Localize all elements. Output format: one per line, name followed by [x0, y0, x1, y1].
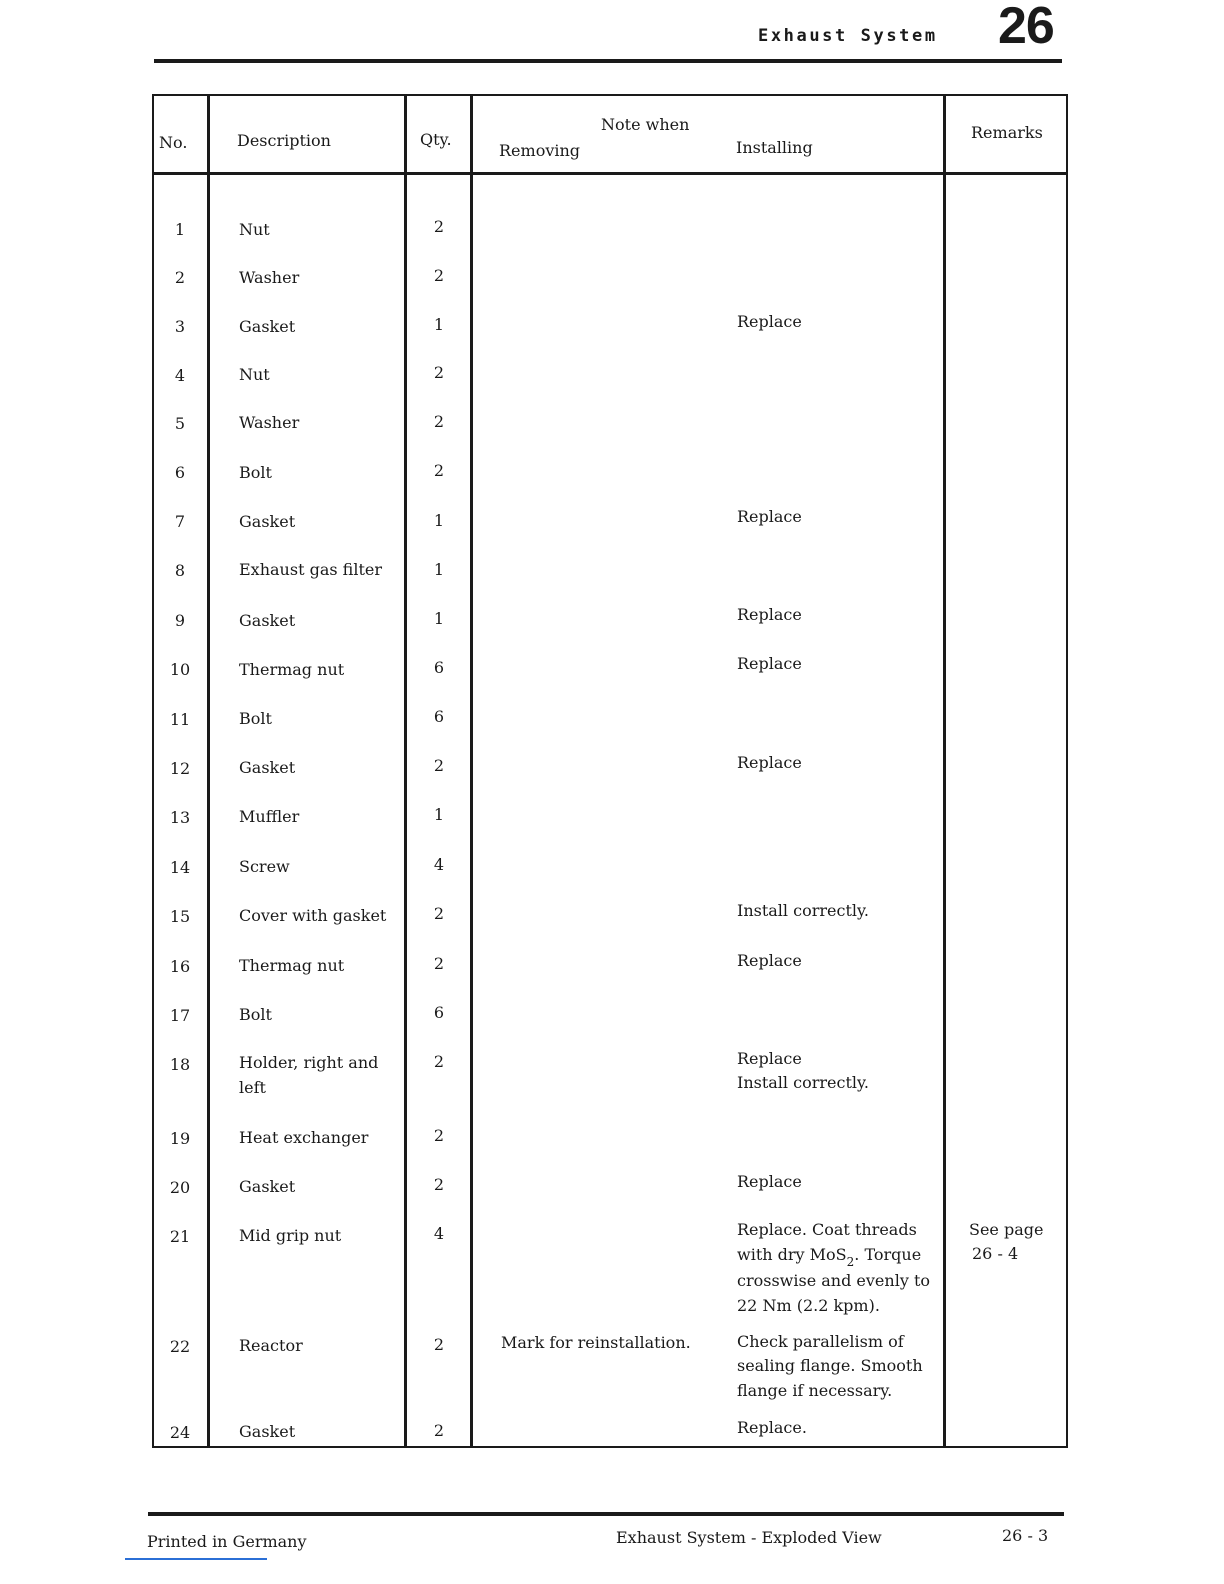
- row-9-qty: 1: [433, 609, 445, 628]
- row-16-no: 16: [169, 957, 191, 976]
- row-15-description: Cover with gasket: [239, 906, 387, 925]
- page-header-title: Exhaust System: [758, 26, 938, 46]
- row-12-installing: Replace: [737, 753, 802, 772]
- row-11-no: 11: [169, 710, 191, 729]
- column-header-removing: Removing: [499, 141, 581, 160]
- row-21-no: 21: [169, 1227, 191, 1246]
- row-6-qty: 2: [433, 461, 445, 480]
- row-22-qty: 2: [433, 1335, 445, 1354]
- row-8-description: Exhaust gas filter: [239, 560, 382, 579]
- row-16-installing: Replace: [737, 951, 802, 970]
- row-21-installing-text: with dry MoS: [737, 1245, 847, 1264]
- row-1-qty: 2: [433, 217, 445, 236]
- row-4-qty: 2: [433, 363, 445, 382]
- column-divider: [943, 94, 946, 1448]
- column-header-remarks: Remarks: [971, 123, 1043, 142]
- row-18-no: 18: [169, 1055, 191, 1074]
- row-22-removing: Mark for reinstallation.: [501, 1333, 691, 1352]
- row-7-no: 7: [174, 512, 186, 531]
- row-13-no: 13: [169, 808, 191, 827]
- row-15-installing: Install correctly.: [737, 901, 869, 920]
- row-24-description: Gasket: [239, 1422, 296, 1441]
- row-13-qty: 1: [433, 805, 445, 824]
- row-3-qty: 1: [433, 315, 445, 334]
- row-18-installing-line2: Install correctly.: [737, 1073, 869, 1092]
- row-4-no: 4: [174, 366, 186, 385]
- row-10-description: Thermag nut: [239, 660, 345, 679]
- row-9-no: 9: [174, 611, 186, 630]
- row-8-no: 8: [174, 561, 186, 580]
- row-4-description: Nut: [239, 365, 270, 384]
- row-21-installing-line1: Replace. Coat threads: [737, 1220, 917, 1239]
- row-21-subscript: 2: [846, 1255, 855, 1269]
- column-header-installing: Installing: [736, 138, 813, 157]
- row-22-description: Reactor: [239, 1336, 303, 1355]
- footer-rule: [148, 1512, 1064, 1516]
- row-24-no: 24: [169, 1423, 191, 1442]
- row-9-installing: Replace: [737, 605, 802, 624]
- row-1-no: 1: [174, 220, 186, 239]
- row-15-qty: 2: [433, 904, 445, 923]
- row-12-no: 12: [169, 759, 191, 778]
- row-18-description-line1: Holder, right and: [239, 1053, 379, 1072]
- row-21-remarks-line2: 26 - 4: [972, 1244, 1019, 1263]
- row-19-no: 19: [169, 1129, 191, 1148]
- row-5-description: Washer: [239, 413, 300, 432]
- row-11-description: Bolt: [239, 709, 272, 728]
- row-3-description: Gasket: [239, 317, 296, 336]
- row-24-qty: 2: [433, 1421, 445, 1440]
- row-15-no: 15: [169, 907, 191, 926]
- row-20-no: 20: [169, 1178, 191, 1197]
- row-1-description: Nut: [239, 220, 270, 239]
- row-10-installing: Replace: [737, 654, 802, 673]
- row-21-installing-line3: crosswise and evenly to: [737, 1271, 930, 1290]
- row-22-no: 22: [169, 1337, 191, 1356]
- row-24-installing: Replace.: [737, 1418, 807, 1437]
- header-divider: [152, 172, 1068, 175]
- row-2-qty: 2: [433, 266, 445, 285]
- column-header-note-when: Note when: [601, 115, 690, 134]
- footer-printed-in: Printed in Germany: [147, 1532, 307, 1551]
- column-header-qty: Qty.: [420, 130, 452, 149]
- row-21-description: Mid grip nut: [239, 1226, 342, 1245]
- row-17-qty: 6: [433, 1003, 445, 1022]
- column-divider: [207, 94, 210, 1448]
- row-3-installing: Replace: [737, 312, 802, 331]
- row-8-qty: 1: [433, 560, 445, 579]
- row-16-qty: 2: [433, 954, 445, 973]
- footer-section-title: Exhaust System - Exploded View: [616, 1528, 882, 1547]
- row-5-qty: 2: [433, 412, 445, 431]
- row-16-description: Thermag nut: [239, 956, 345, 975]
- row-9-description: Gasket: [239, 611, 296, 630]
- column-header-description: Description: [237, 131, 331, 150]
- row-22-installing-line1: Check parallelism of: [737, 1332, 904, 1351]
- column-divider: [404, 94, 407, 1448]
- row-18-installing-line1: Replace: [737, 1049, 802, 1068]
- row-19-qty: 2: [433, 1126, 445, 1145]
- row-18-description-line2: left: [239, 1078, 266, 1097]
- row-10-qty: 6: [433, 658, 445, 677]
- row-21-qty: 4: [433, 1224, 445, 1243]
- row-11-qty: 6: [433, 707, 445, 726]
- row-20-qty: 2: [433, 1175, 445, 1194]
- column-header-no: No.: [159, 133, 188, 152]
- row-2-no: 2: [174, 268, 186, 287]
- row-17-no: 17: [169, 1006, 191, 1025]
- row-18-qty: 2: [433, 1052, 445, 1071]
- row-6-description: Bolt: [239, 463, 272, 482]
- row-19-description: Heat exchanger: [239, 1128, 369, 1147]
- row-21-installing-text-tail: . Torque: [854, 1245, 922, 1264]
- row-17-description: Bolt: [239, 1005, 272, 1024]
- row-21-installing-line4: 22 Nm (2.2 kpm).: [737, 1296, 880, 1315]
- row-7-qty: 1: [433, 511, 445, 530]
- row-14-no: 14: [169, 858, 191, 877]
- row-6-no: 6: [174, 463, 186, 482]
- footer-underline: [125, 1558, 267, 1560]
- row-12-qty: 2: [433, 756, 445, 775]
- row-14-qty: 4: [433, 855, 445, 874]
- row-22-installing-line2: sealing flange. Smooth: [737, 1356, 923, 1375]
- row-21-remarks-line1: See page: [969, 1220, 1044, 1239]
- row-10-no: 10: [169, 660, 191, 679]
- row-12-description: Gasket: [239, 758, 296, 777]
- row-20-description: Gasket: [239, 1177, 296, 1196]
- header-rule: [154, 59, 1062, 63]
- page-number: 26 - 3: [1002, 1526, 1049, 1545]
- row-2-description: Washer: [239, 268, 300, 287]
- row-7-description: Gasket: [239, 512, 296, 531]
- row-3-no: 3: [174, 317, 186, 336]
- row-20-installing: Replace: [737, 1172, 802, 1191]
- row-13-description: Muffler: [239, 807, 300, 826]
- row-14-description: Screw: [239, 857, 290, 876]
- row-5-no: 5: [174, 414, 186, 433]
- chapter-number: 26: [998, 0, 1054, 55]
- row-22-installing-line3: flange if necessary.: [737, 1381, 893, 1400]
- column-divider: [470, 94, 473, 1448]
- row-7-installing: Replace: [737, 507, 802, 526]
